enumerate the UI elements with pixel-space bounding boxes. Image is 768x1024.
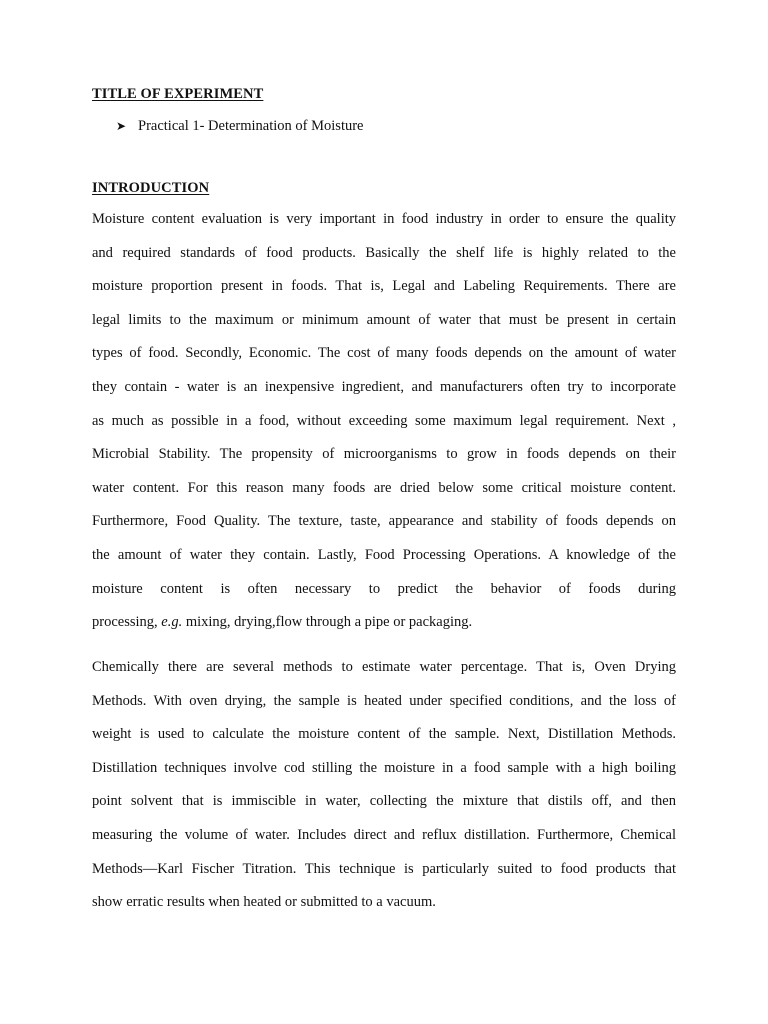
paragraph-line: legal limits to the maximum or minimum amount of water that must be present in certain bbox=[92, 311, 676, 328]
paragraph-line: measuring the volume of water. Includes direct and reflux distillation. Furthermore, Chemical bbox=[92, 826, 676, 843]
bullet-text: Practical 1- Determination of Moisture bbox=[138, 118, 364, 134]
paragraph-line: as much as possible in a food, without exceeding some maximum legal requirement. Next , bbox=[92, 412, 676, 429]
paragraph-line: Chemically there are several methods to estimate water percentage. That is, Oven Drying bbox=[92, 659, 676, 675]
arrowhead-bullet-icon: ➤ bbox=[116, 119, 127, 133]
paragraph-last-line bbox=[92, 606, 676, 640]
paragraph-line: Furthermore, Food Quality. The texture, taste, appearance and stability of foods depends on bbox=[92, 513, 676, 530]
paragraph-line: moisture proportion present in foods. That is, Legal and Labeling Requirements. There are bbox=[92, 278, 676, 295]
paragraph-line: types of food. Secondly, Economic. The cost of many foods depends on the amount of water bbox=[92, 345, 676, 362]
bullet-item-practical bbox=[116, 118, 364, 135]
paragraph-line: Methods. With oven drying, the sample is heated under specified conditions, and the loss of bbox=[92, 692, 676, 709]
paragraph-line: Methods—Karl Fischer Titration. This technique is particularly suited to food products that bbox=[92, 860, 676, 877]
introduction-paragraph-1 bbox=[92, 203, 676, 640]
introduction-paragraph-2 bbox=[92, 651, 676, 920]
title-of-experiment-heading: TITLE OF EXPERIMENT bbox=[92, 86, 264, 102]
last-line-before: processing, bbox=[92, 614, 162, 631]
paragraph-line: they contain - water is an inexpensive ingredient, and manufacturers often try to incorporate bbox=[92, 378, 676, 395]
paragraph-line: show erratic results when heated or submitted to a vacuum. bbox=[92, 894, 436, 911]
eg-italic: e.g. bbox=[161, 614, 183, 631]
introduction-heading: INTRODUCTION bbox=[92, 180, 210, 196]
last-line-after: mixing, drying,flow through a pipe or packaging. bbox=[182, 614, 473, 631]
paragraph-line: Microbial Stability. The propensity of microorganisms to grow in foods depends on their bbox=[92, 446, 676, 463]
paragraph-line: the amount of water they contain. Lastly, Food Processing Operations. A knowledge of the bbox=[92, 546, 676, 563]
paragraph-line: and required standards of food products. Basically the shelf life is highly related to the bbox=[92, 244, 676, 261]
paragraph-line: Moisture content evaluation is very important in food industry in order to ensure the quality bbox=[92, 211, 676, 227]
paragraph-line: Distillation techniques involve cod stilling the moisture in a food sample with a high boiling bbox=[92, 759, 676, 776]
paragraph-line: point solvent that is immiscible in water, collecting the mixture that distils off, and then bbox=[92, 793, 676, 810]
paragraph-line: weight is used to calculate the moisture content of the sample. Next, Distillation Methods. bbox=[92, 726, 676, 743]
paragraph-line: water content. For this reason many foods are dried below some critical moisture content. bbox=[92, 479, 676, 496]
paragraph-line: moisture content is often necessary to predict the behavior of foods during bbox=[92, 580, 676, 597]
